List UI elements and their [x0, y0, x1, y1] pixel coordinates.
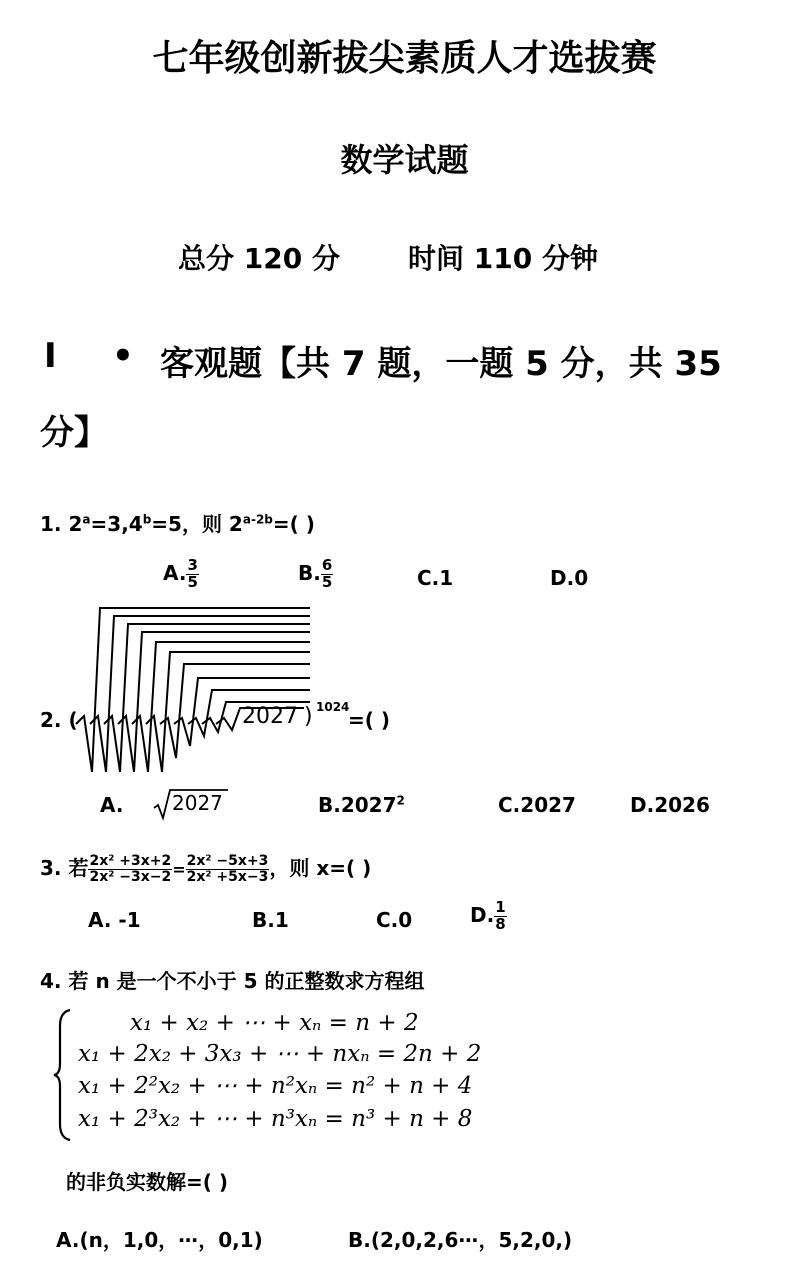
- section-title-line1: 客观题【共 7 题，一题 5 分，共 35: [160, 344, 722, 384]
- q2-option-a-label[interactable]: A.: [100, 793, 124, 817]
- q2-close-paren: ): [304, 704, 313, 729]
- section-roman: Ⅰ: [44, 336, 57, 376]
- time-limit: 时间 110 分钟: [408, 242, 598, 275]
- question-4-intro: 4. 若 n 是一个不小于 5 的正整数求方程组: [40, 969, 425, 993]
- q2-option-a-radicand: 2027: [172, 791, 223, 815]
- q2-option-c[interactable]: C.2027: [498, 793, 576, 817]
- equation-3: x₁ + 2²x₂ + ⋯ + n²xₙ = n² + n + 4: [78, 1073, 473, 1099]
- q1-option-d[interactable]: D.0: [550, 566, 589, 590]
- equation-1: x₁ + x₂ + ⋯ + xₙ = n + 2: [130, 1010, 419, 1036]
- q2-tail: =( ): [348, 708, 391, 732]
- exam-subject: 数学试题: [340, 141, 469, 179]
- q2-option-d[interactable]: D.2026: [630, 793, 710, 817]
- q4-option-b[interactable]: B.(2,0,2,6⋯，5,2,0,): [348, 1228, 573, 1252]
- q2-prefix: 2. (: [40, 708, 78, 732]
- question-4-ask: 的非负实数解=( ): [66, 1170, 229, 1194]
- equation-2: x₁ + 2x₂ + 3x₃ + ⋯ + nxₙ = 2n + 2: [78, 1041, 482, 1067]
- q3-option-a[interactable]: A. -1: [88, 908, 141, 932]
- q4-option-a[interactable]: A.(n，1,0，⋯，0,1): [56, 1228, 263, 1252]
- total-score: 总分 120 分: [178, 242, 340, 275]
- section-title-line2: 分】: [40, 413, 108, 453]
- q3-option-b[interactable]: B.1: [252, 908, 289, 932]
- q1-option-b[interactable]: B. $\frac{6}{5}$: [298, 556, 333, 591]
- question-3: 3. 若 $\frac{\text{2x² +3x+2}}{\text{2x² −3x−2}}$ = $\frac{\text{2x² −5x+3}}{\text{2x² +5x−3}}$ ，则 x=( ): [40, 853, 372, 885]
- exam-title: 七年级创新拔尖素质人才选拔赛: [152, 38, 657, 79]
- system-brace: [52, 1008, 74, 1142]
- q1-option-c[interactable]: C.1: [417, 566, 454, 590]
- section-bullet: •: [112, 336, 134, 376]
- q1-option-a[interactable]: A. $\frac{3}{5}$: [163, 556, 198, 591]
- question-1: 1. $2^a=3,4^b=5$，则 $2^{a-2b}=$( ): [40, 512, 315, 536]
- q2-exponent: 1024: [316, 700, 350, 714]
- q2-option-b[interactable]: B.2027$^2$: [318, 793, 405, 817]
- q3-option-d[interactable]: D. $\frac{1}{8}$: [470, 898, 506, 933]
- q3-option-c[interactable]: C.0: [376, 908, 413, 932]
- equation-4: x₁ + 2³x₂ + ⋯ + n³xₙ = n³ + n + 8: [78, 1106, 473, 1132]
- nested-radical-graphic: [68, 606, 318, 776]
- q2-radicand: 2027: [242, 704, 298, 729]
